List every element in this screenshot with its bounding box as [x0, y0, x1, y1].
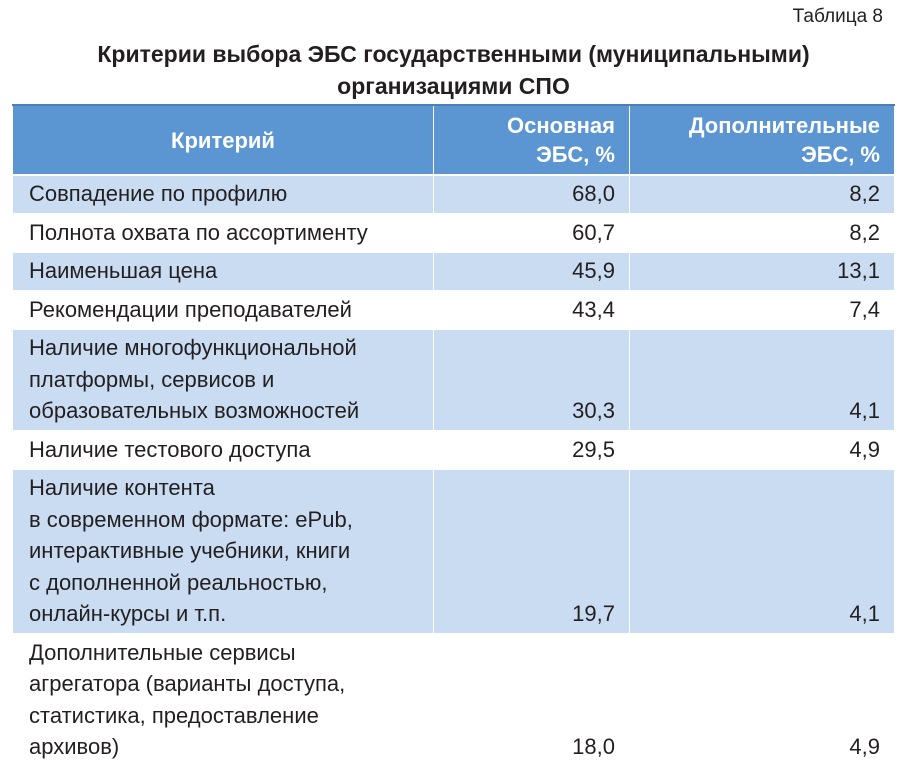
header-main-ebs: [434, 105, 630, 175]
criterion-line: архивов): [29, 734, 120, 759]
main-ebs-value: 45,9: [434, 252, 630, 291]
criterion-line: Наличие тестового доступа: [29, 436, 311, 462]
criterion-cell: [13, 431, 434, 470]
main-ebs-value: 29,5: [434, 431, 630, 470]
criterion-cell: [13, 291, 434, 330]
table-row: [13, 634, 895, 766]
additional-ebs-value: 4,1: [630, 469, 895, 634]
criterion-cell: [13, 469, 434, 634]
criterion-line: платформы, сервисов и: [29, 366, 275, 392]
main-ebs-value: 60,7: [434, 214, 630, 253]
criteria-table: [12, 104, 895, 766]
criterion-line: агрегатора (варианты доступа,: [29, 671, 346, 696]
table-row: [13, 431, 895, 470]
criterion-line: интерактивные учебники, книги: [29, 538, 351, 563]
criterion-cell: [13, 252, 434, 291]
criterion-cell: [13, 175, 434, 214]
table-row: [13, 329, 895, 431]
criterion-line: Совпадение по профилю: [29, 181, 288, 206]
header-line: ЭБС, %: [801, 142, 880, 167]
additional-ebs-value: 4,9: [630, 431, 895, 470]
table-row: [13, 469, 895, 634]
criterion-line: Наличие многофункциональной: [29, 335, 357, 360]
criterion-cell: [13, 329, 434, 431]
criterion-line: в современном формате: ePub,: [29, 506, 353, 532]
main-ebs-value: 30,3: [434, 329, 630, 431]
table-number-label: Таблица 8: [792, 6, 883, 27]
header-line: Дополнительные: [688, 113, 880, 138]
additional-ebs-value: 8,2: [630, 175, 895, 214]
criterion-line: образовательных возможностей: [29, 398, 360, 423]
main-ebs-value: 18,0: [434, 634, 630, 766]
main-ebs-value: 19,7: [434, 469, 630, 634]
criterion-line: Наличие контента: [29, 475, 215, 500]
additional-ebs-value: 4,1: [630, 329, 895, 431]
table-row: [13, 214, 895, 253]
additional-ebs-value: 4,9: [630, 634, 895, 766]
criterion-line: Дополнительные сервисы: [29, 639, 296, 665]
criterion-line: Полнота охвата по ассортименту: [29, 219, 368, 245]
table-caption: [0, 38, 907, 102]
criterion-cell: [13, 214, 434, 253]
header-additional-ebs: [630, 105, 895, 175]
criterion-line: Рекомендации преподавателей: [29, 296, 352, 322]
main-ebs-value: 43,4: [434, 291, 630, 330]
main-ebs-value: 68,0: [434, 175, 630, 214]
table-row: [13, 291, 895, 330]
caption-line: Критерии выбора ЭБС государственными (муниципальными): [97, 41, 810, 67]
additional-ebs-value: 7,4: [630, 291, 895, 330]
header-row: [13, 105, 895, 175]
header-line: ЭБС, %: [536, 142, 615, 167]
criterion-line: статистика, предоставление: [29, 702, 319, 728]
table-row: [13, 252, 895, 291]
header-criterion: Критерий: [13, 105, 434, 175]
additional-ebs-value: 13,1: [630, 252, 895, 291]
criterion-line: с дополненной реальностью,: [29, 569, 328, 595]
additional-ebs-value: 8,2: [630, 214, 895, 253]
criterion-line: онлайн-курсы и т.п.: [29, 601, 227, 626]
criterion-line: Наименьшая цена: [29, 258, 218, 283]
header-line: Основная: [507, 113, 615, 138]
criterion-cell: [13, 634, 434, 766]
table-row: [13, 175, 895, 214]
table-body: [13, 175, 895, 766]
caption-line: организациями СПО: [337, 73, 570, 99]
